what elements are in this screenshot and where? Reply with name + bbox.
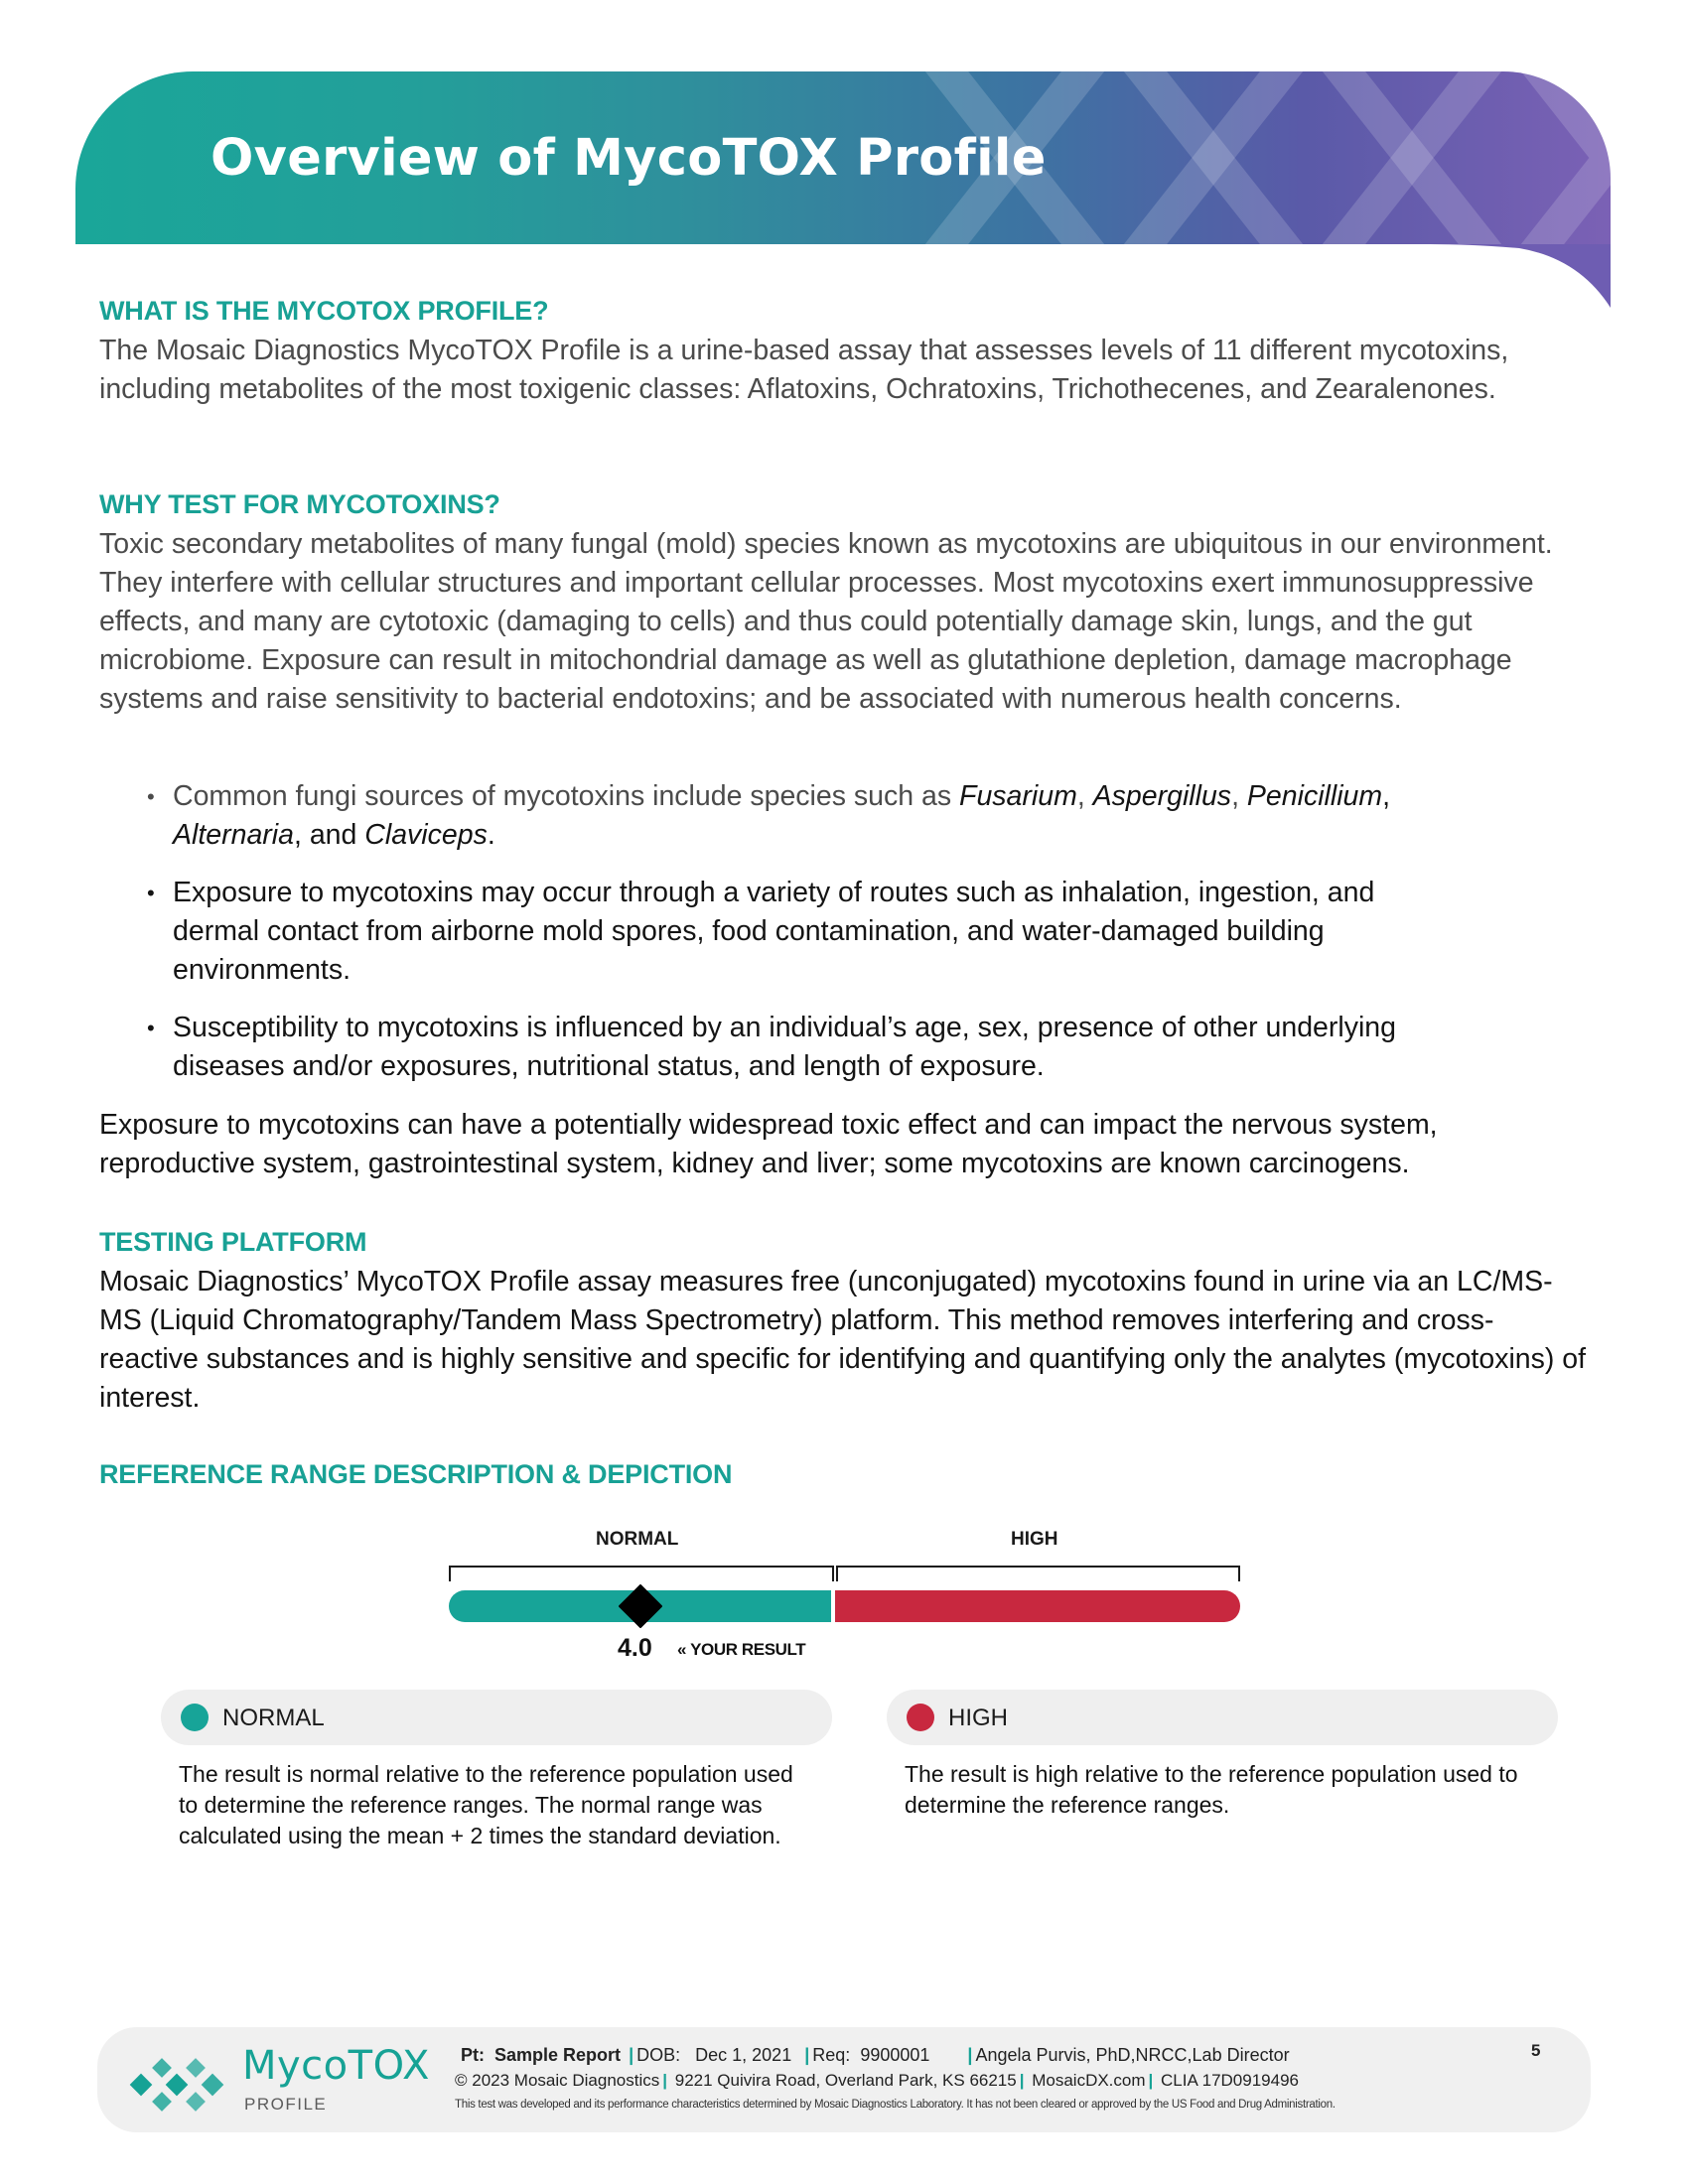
legend-high-pill: [887, 1690, 1558, 1745]
req-value: 9900001: [860, 2045, 930, 2065]
page-title: Overview of MycoTOX Profile: [211, 129, 1047, 188]
normal-bracket: [449, 1566, 834, 1581]
platform-heading: TESTING PLATFORM: [99, 1227, 367, 1257]
lab-director: Angela Purvis, PhD,NRCC,Lab Director: [975, 2045, 1290, 2065]
why-closing: Exposure to mycotoxins can have a potentially widespread toxic effect and can impact the nervous system, reproductive system, gastrointestinal system, kidney and liver; some mycotoxins are known carcinogens.: [99, 1109, 1438, 1179]
fda-disclaimer: This test was developed and its performance characteristics determined by Mosaic Diagnostics Laboratory. It has not been cleared or approved by the US Food and Drug Administration.: [455, 2099, 1336, 2111]
header-banner: [75, 71, 1611, 244]
legend-normal-description: The result is normal relative to the reference population used to determine the reference ranges. The normal range was calculated using the mean + 2 times the standard deviation.: [179, 1761, 793, 1848]
bullet-susceptibility: • Susceptibility to mycotoxins is influenced by an individual’s age, sex, presence of other underlying diseases and/or exposures, nutritional status, and length of exposure.: [147, 1009, 1438, 1086]
reference-heading: REFERENCE RANGE DESCRIPTION & DEPICTION: [99, 1459, 733, 1489]
clia-number: CLIA 17D0919496: [1161, 2071, 1299, 2090]
mycotox-logo-icon: [123, 2055, 232, 2116]
copyright: © 2023 Mosaic Diagnostics: [455, 2071, 660, 2090]
range-label-high: HIGH: [1011, 1529, 1058, 1550]
dob-label: DOB:: [636, 2045, 681, 2065]
high-range-bar: [835, 1590, 1240, 1622]
result-value: 4.0: [618, 1634, 652, 1662]
address: 9221 Quivira Road, Overland Park, KS 66215: [674, 2071, 1017, 2090]
page-number: 5: [1531, 2041, 1541, 2060]
high-dot-icon: [907, 1704, 934, 1731]
dob-value: Dec 1, 2021: [695, 2045, 792, 2065]
what-body: The Mosaic Diagnostics MycoTOX Profile is a urine-based assay that assesses levels of 11 different mycotoxins, including metabolites of the most toxigenic classes: Aflatoxins, Ochratoxins, Trichothecenes, and Zearalenones.: [99, 335, 1509, 405]
result-caption: « YOUR RESULT: [677, 1640, 806, 1659]
why-body: Toxic secondary metabolites of many fungal (mold) species known as mycotoxins are ubiquitous in our environment. They interfere with cellular structures and important cellular processes. Most mycotoxins exert immunosuppressive effects, and many are cytotoxic (damaging to cells) and thus could potentially damage skin, lungs, and the gut microbiome. Exposure can result in mitochondrial damage as well as glutathione depletion, damage macrophage systems and raise sensitivity to bacterial endotoxins; and be associated with numerous health concerns.: [99, 528, 1553, 715]
bullet-exposure-routes: • Exposure to mycotoxins may occur through a variety of routes such as inhalation, ingestion, and dermal contact from airborne mold spores, food contamination, and water-damaged building environments.: [147, 874, 1438, 990]
pt-label: Pt:: [461, 2045, 485, 2065]
banner-curl: [1430, 218, 1611, 308]
logo-subtitle: PROFILE: [244, 2095, 328, 2114]
legend-normal-pill: [161, 1690, 832, 1745]
normal-dot-icon: [181, 1704, 209, 1731]
footer-patient-line: Pt: Sample Report | DOB: Dec 1, 2021 | Req: 9900001 | Angela Purvis, PhD,NRCC,Lab Director: [461, 2045, 1290, 2065]
footer-address-line: © 2023 Mosaic Diagnostics | 9221 Quivira Road, Overland Park, KS 66215 | MosaicDX.com | CLIA 17D0919496: [455, 2071, 1299, 2090]
page-footer: [97, 2027, 1591, 2132]
pt-value: Sample Report: [494, 2045, 622, 2065]
logo-wordmark: MycoTOX: [242, 2043, 430, 2089]
range-label-normal: NORMAL: [596, 1529, 679, 1550]
req-label: Req:: [812, 2045, 851, 2065]
why-bullet-list: [147, 777, 1438, 1105]
legend-high-label: HIGH: [948, 1705, 1008, 1731]
high-bracket: [836, 1566, 1240, 1581]
platform-body: Mosaic Diagnostics’ MycoTOX Profile assay measures free (unconjugated) mycotoxins found in urine via an LC/MS-MS (Liquid Chromatography/Tandem Mass Spectrometry) platform. This method removes interfering and cross-reactive substances and is highly sensitive and specific for identifying and quantifying only the analytes (mycotoxins) of interest.: [99, 1266, 1587, 1414]
what-heading: WHAT IS THE MYCOTOX PROFILE?: [99, 296, 549, 326]
bullet-fungi-sources: • Common fungi sources of mycotoxins include species such as Fusarium, Aspergillus, Penicillium, Alternaria, and Claviceps.: [147, 777, 1438, 855]
why-heading: WHY TEST FOR MYCOTOXINS?: [99, 489, 500, 519]
result-marker-icon: [619, 1584, 662, 1628]
reference-range-graphic: [447, 1529, 1241, 1668]
legend-high-description: The result is high relative to the reference population used to determine the reference ranges.: [905, 1761, 1518, 1818]
website-link[interactable]: MosaicDX.com: [1032, 2071, 1146, 2090]
legend-normal-label: NORMAL: [222, 1705, 325, 1731]
